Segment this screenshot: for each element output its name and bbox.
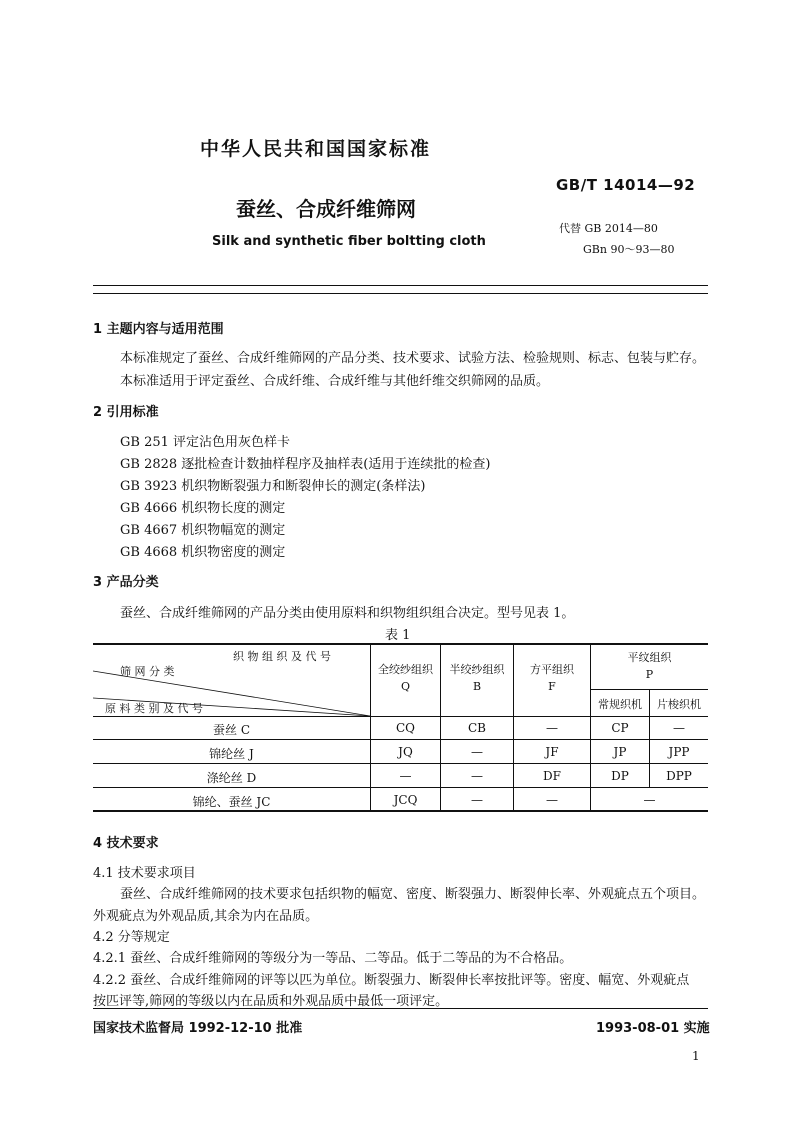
table-cell: CQ [395,721,416,735]
page-number: 1 [692,1049,700,1063]
table-cell: — [471,769,483,783]
diag-material-label: 原 料 类 别 及 代 号 [105,702,203,715]
product-classification-table [93,643,708,811]
clause-4-1-para-2: 外观疵点为外观品质,其余为内在品质。 [93,909,319,924]
clause-4-1: 4.1 技术要求项目 [93,866,196,881]
diag-category-label: 筛 网 分 类 [120,665,175,678]
ref-item: GB 251 评定沾色用灰色样卡 [120,435,291,450]
table-cell: JP [613,745,627,759]
clause-4-2: 4.2 分等规定 [93,930,170,945]
approval-note: 国家技术监督局 1992-12-10 批准 [93,1021,303,1036]
standard-number: GB/T 14014—92 [556,176,696,194]
header-rule-thick [93,285,708,286]
col-header-p-sub1: 常规织机 [598,698,642,711]
diag-weave-label: 织 物 组 织 及 代 号 [233,650,331,663]
col-header-p-code: P [645,668,654,681]
clause-4-1-para-1: 蚕丝、合成纤维筛网的技术要求包括织物的幅宽、密度、断裂强力、断裂伸长率、外观疵点五个项目。 [120,887,706,902]
clause-4-2-2-line-2: 按匹评等,筛网的等级以内在品质和外观品质中最低一项评定。 [93,994,449,1009]
table-cell: — [643,793,656,807]
footer-rule [93,1008,708,1009]
table-cell: — [546,793,558,807]
table-cell: — [546,721,558,735]
clause-4-2-1: 4.2.1 蚕丝、合成纤维筛网的等级分为一等品、二等品。低于二等品的为不合格品。 [93,951,573,966]
table-cell: — [471,793,483,807]
section-4-heading: 4 技术要求 [93,836,159,851]
ref-item: GB 4667 机织物幅宽的测定 [120,523,286,538]
table-cell: — [399,769,412,783]
col-header-b: 半绞纱组织 [449,663,505,676]
replaces-line-1: 代替 GB 2014—80 [559,222,658,235]
table-cell: JPP [668,745,690,759]
table-cell: DF [543,769,561,783]
effective-date: 1993-08-01 实施 [596,1021,710,1036]
ref-item: GB 3923 机织物断裂强力和断裂伸长的测定(条样法) [120,479,426,494]
table-cell: CB [468,721,486,735]
col-header-p: 平纹组织 [627,651,672,664]
title-chinese: 蚕丝、合成纤维筛网 [236,197,416,221]
table-row-material: 涤纶丝 D [206,771,257,785]
table-cell: — [673,721,685,735]
table-caption: 表 1 [385,628,411,643]
table-cell: JF [545,745,559,759]
table-row-material: 蚕丝 C [213,723,250,737]
section-1-para-1: 本标准规定了蚕丝、合成纤维筛网的产品分类、技术要求、试验方法、检验规则、标志、包装与贮存。 [120,351,706,366]
col-header-p-sub2: 片梭织机 [657,698,701,711]
table-row-material: 锦纶丝 J [209,747,254,761]
ref-item: GB 4666 机织物长度的测定 [120,501,286,516]
national-standard-heading: 中华人民共和国国家标准 [200,138,432,160]
section-1-para-2: 本标准适用于评定蚕丝、合成纤维、合成纤维与其他纤维交织筛网的品质。 [120,374,550,389]
table-cell: JQ [398,745,413,759]
replaces-line-2: GBn 90～93—80 [583,243,675,256]
col-header-b-code: B [472,680,482,693]
table-cell: JCQ [393,793,418,807]
table-cell: DP [611,769,629,783]
col-header-f-code: F [548,680,556,693]
clause-4-2-2-line-1: 4.2.2 蚕丝、合成纤维筛网的评等以匹为单位。断裂强力、断裂伸长率按批评等。密度、幅宽、外观疵点 [93,973,690,988]
table-cell: — [471,745,483,759]
title-english: Silk and synthetic fiber boltting cloth [212,234,486,249]
header-rule-thin [93,293,708,294]
ref-item: GB 2828 逐批检查计数抽样程序及抽样表(适用于连续批的检查) [120,457,491,472]
table-cell: CP [611,721,629,735]
section-3-para: 蚕丝、合成纤维筛网的产品分类由使用原料和织物组织组合决定。型号见表 1。 [120,606,575,621]
col-header-q-code: Q [400,680,411,693]
section-3-heading: 3 产品分类 [93,575,159,590]
col-header-f: 方平组织 [530,663,574,676]
table-row-material: 锦纶、蚕丝 JC [192,795,271,809]
section-2-heading: 2 引用标准 [93,405,159,420]
section-1-heading: 1 主题内容与适用范围 [93,322,224,337]
table-cell: DPP [666,769,692,783]
ref-item: GB 4668 机织物密度的测定 [120,545,286,560]
col-header-q: 全绞纱组织 [378,663,433,676]
